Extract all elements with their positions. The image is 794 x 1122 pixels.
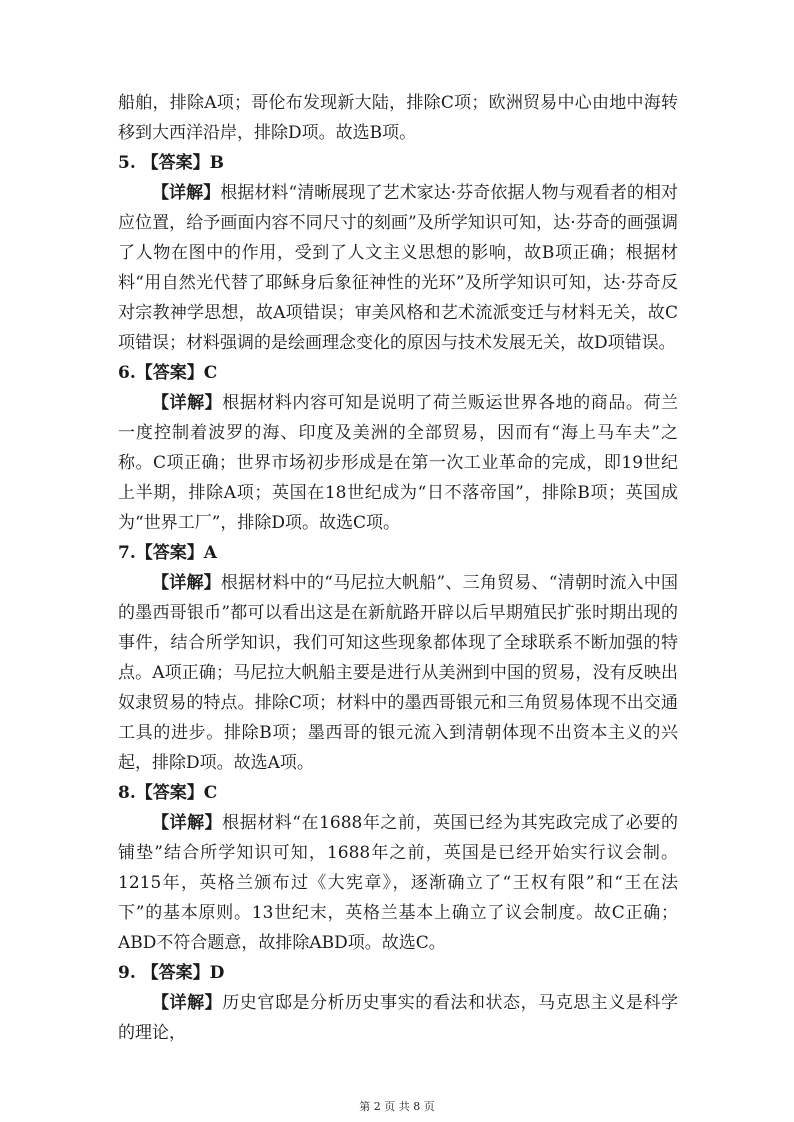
detail-tag: 【详解】 xyxy=(152,573,221,593)
answer-heading: 5. 【答案】B xyxy=(118,153,225,173)
detail-paragraph xyxy=(118,808,678,958)
detail-text: 根据材料“在1688年之前，英国已经为其宪政完成了必要的铺垫”结合所学知识可知，1688年之前，英国是已经开始实行议会制。1215年，英格兰颁布过《大宪章》，逐渐确立了“王权有限”和“王在法下”的基本原则。13世纪末，英格兰基本上确立了议会制度。故C正确；ABD不符合题意，故排除ABD项。故选C。 xyxy=(118,813,678,953)
detail-tag: 【详解】 xyxy=(152,813,223,833)
detail-tag: 【详解】 xyxy=(152,183,221,203)
detail-text: 根据材料内容可知是说明了荷兰贩运世界各地的商品。荷兰一度控制着波罗的海、印度及美洲的全部贸易，因而有“海上马车夫”之称。C项正确；世界市场初步形成是在第一次工业革命的完成，即19世纪上半期，排除A项；英国在18世纪成为“日不落帝国”，排除B项；英国成为“世界工厂”，排除D项。故选C项。 xyxy=(118,393,679,533)
answer-heading: 6.【答案】C xyxy=(118,363,218,383)
page-content xyxy=(118,88,678,1048)
answer-heading: 7.【答案】A xyxy=(118,543,217,563)
intro-paragraph: 船舶，排除A项；哥伦布发现新大陆，排除C项；欧洲贸易中心由地中海转移到大西洋沿岸，排除D项。故选B项。 xyxy=(118,93,678,143)
detail-text: 根据材料“清晰展现了艺术家达·芬奇依据人物与观看者的相对应位置，给予画面内容不同尺寸的刻画”及所学知识可知，达·芬奇的画强调了人物在图中的作用，受到了人文主义思想的影响，故B项正确；根据材料“用自然光代替了耶稣身后象征神性的光环”及所学知识可知，达·芬奇反对宗教神学思想，故A项错误；审美风格和艺术流派变迁与材料无关，故C项错误；材料强调的是绘画理念变化的原因与技术发展无关，故D项错误。 xyxy=(118,183,679,353)
answer-heading: 8.【答案】C xyxy=(118,783,218,803)
page-footer: 第 2 页 共 8 页 xyxy=(359,1100,435,1113)
answer-heading: 9. 【答案】D xyxy=(118,963,225,983)
detail-text: 历史官邸是分析历史事实的看法和状态，马克思主义是科学的理论， xyxy=(118,993,679,1043)
detail-tag: 【详解】 xyxy=(152,993,223,1013)
detail-paragraph xyxy=(118,568,678,778)
detail-paragraph xyxy=(118,178,678,358)
detail-tag: 【详解】 xyxy=(152,393,223,413)
detail-paragraph xyxy=(118,388,678,538)
question-list xyxy=(118,148,678,1048)
detail-paragraph xyxy=(118,988,678,1048)
detail-text: 根据材料中的“马尼拉大帆船”、三角贸易、“清朝时流入中国的墨西哥银币”都可以看出这是在新航路开辟以后早期殖民扩张时期出现的事件，结合所学知识，我们可知这些现象都体现了全球联系不断加强的特点。A项正确；马尼拉大帆船主要是进行从美洲到中国的贸易，没有反映出奴隶贸易的特点。排除C项；材料中的墨西哥银元和三角贸易体现不出交通工具的进步。排除B项；墨西哥的银元流入到清朝体现不出资本主义的兴起，排除D项。故选A项。 xyxy=(118,573,679,773)
